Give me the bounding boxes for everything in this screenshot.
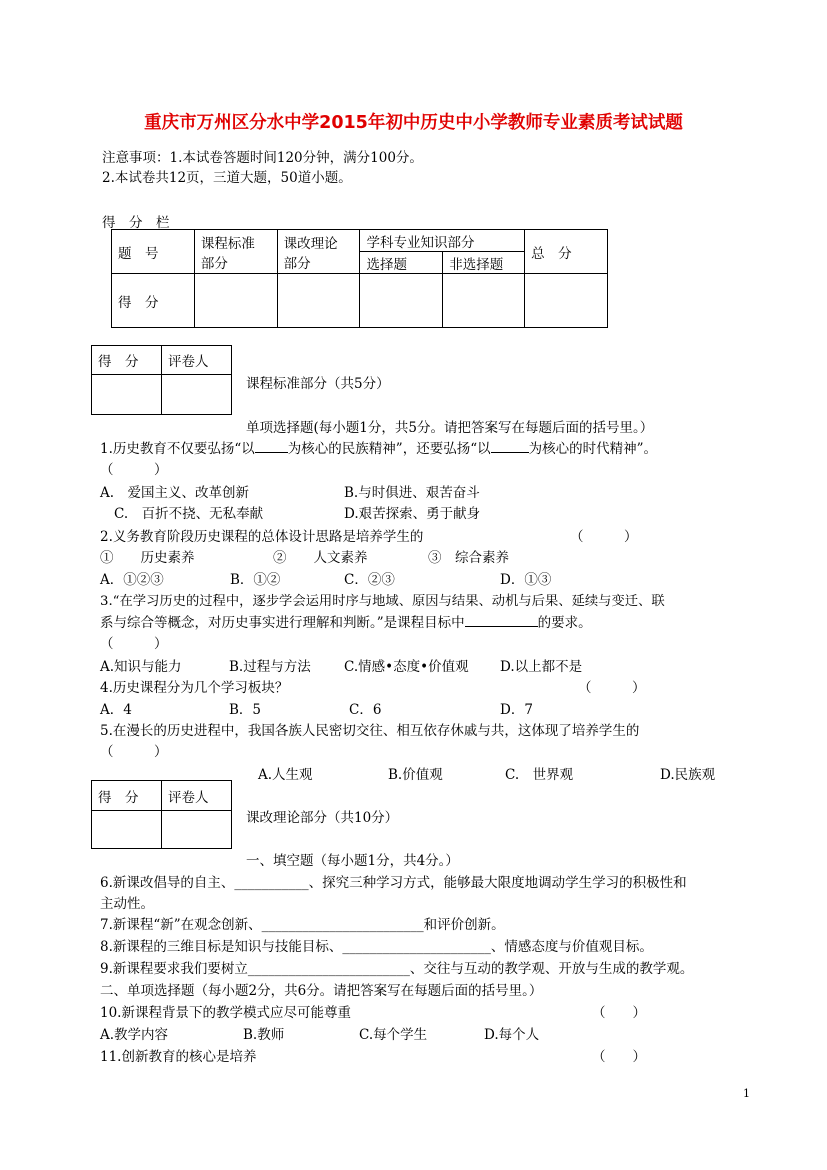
score-cell xyxy=(277,274,360,328)
q3-option-d: D.以上都不是 xyxy=(500,659,583,675)
q2-paren: （ ） xyxy=(570,529,638,545)
q1-option-d: D.艰苦探索、勇于献身 xyxy=(344,506,481,522)
q7-text: 7.新课程“新”在观念创新、________________________和评价创新。 xyxy=(100,917,505,933)
score-cell xyxy=(443,274,525,328)
score-table xyxy=(111,229,608,328)
header-kecheng: 课程标准 部分 xyxy=(194,230,277,274)
grader-pingjuanren: 评卷人 xyxy=(162,346,232,375)
header-gaige: 课改理论 部分 xyxy=(277,230,360,274)
q3-option-a: A.知识与能力 xyxy=(100,659,182,675)
header-zongfen: 总 分 xyxy=(525,230,608,274)
q2-option-b: B．①② xyxy=(230,572,281,588)
q3-line-1: 3.“在学习历史的过程中，逐步学会运用时序与地域、原因与结果、动机与后果、延续与变迁、联 xyxy=(100,594,665,609)
q3-option-c: C.情感•态度•价值观 xyxy=(344,659,469,675)
q3-paren: （ ） xyxy=(100,636,168,652)
section2-title: 课改理论部分（共10分） xyxy=(246,810,399,826)
grader-cell xyxy=(162,375,232,415)
q8-text: 8.新课程的三维目标是知识与技能目标、______________________、情感态度与价值观目标。 xyxy=(100,939,653,955)
q1-paren: （ ） xyxy=(100,462,168,478)
q5-option-a: A.人生观 xyxy=(258,767,313,783)
row-defen-label: 得 分 xyxy=(112,274,195,328)
q5-option-b: B.价值观 xyxy=(388,767,443,783)
grader-defen: 得 分 xyxy=(92,346,162,375)
choice-section-title: 二、单项选择题（每小题2分，共6分。请把答案写在每题后面的括号里。） xyxy=(100,983,543,999)
q5-option-d: D.民族观 xyxy=(660,767,716,783)
q9-text: 9.新课程要求我们要树立________________________、交往与互动的教学观、开放与生成的教学观。 xyxy=(100,961,694,977)
q11-text: 11.创新教育的核心是培养 xyxy=(100,1049,257,1065)
score-bar-label: 得 分 栏 xyxy=(102,215,170,231)
q10-text: 10.新课程背景下的教学模式应尽可能尊重 xyxy=(100,1005,351,1021)
header-tihao: 题 号 xyxy=(112,230,195,274)
q11-paren: （ ） xyxy=(592,1049,646,1065)
q1-text: 1.历史教育不仅要弘扬“以 为核心的民族精神”，还要弘扬“以 为核心的时代精神”。 xyxy=(100,441,658,457)
q2-option-a: A．①②③ xyxy=(100,572,164,588)
notice-line-1: 注意事项：1.本试卷答题时间120分钟，满分100分。 xyxy=(102,150,423,166)
q10-option-a: A.教学内容 xyxy=(100,1027,169,1043)
q2-text: 2.义务教育阶段历史课程的总体设计思路是培养学生的 xyxy=(100,529,424,545)
q4-option-c: C．6 xyxy=(349,702,382,718)
q10-option-b: B.教师 xyxy=(243,1027,285,1043)
q2-option-c: C．②③ xyxy=(344,572,395,588)
q6-line-1: 6.新课改倡导的自主、___________、探究三种学习方式，能够最大限度地调动学生学习的积极性和 xyxy=(100,875,687,891)
notice-line-2: 2.本试卷共12页，三道大题，50道小题。 xyxy=(102,170,352,186)
q1-option-c: C. 百折不挠、无私奉献 xyxy=(114,506,264,522)
q2-choice-1: ① 历史素养 xyxy=(100,550,195,566)
q5-paren: （ ） xyxy=(100,744,168,760)
header-feixuanze: 非选择题 xyxy=(443,252,525,274)
score-cell xyxy=(525,274,608,328)
q1-option-b: B.与时俱进、艰苦奋斗 xyxy=(344,485,480,501)
header-xuanze: 选择题 xyxy=(360,252,443,274)
grader-cell xyxy=(92,375,162,415)
q5-option-c: C. 世界观 xyxy=(505,767,574,783)
q10-option-d: D.每个人 xyxy=(484,1027,540,1043)
q1-option-a: A. 爱国主义、改革创新 xyxy=(100,485,250,501)
grader-box-1 xyxy=(91,345,232,415)
grader-cell xyxy=(162,811,232,849)
grader-box-2 xyxy=(91,780,232,849)
q10-option-c: C.每个学生 xyxy=(359,1027,428,1043)
page-number: 1 xyxy=(743,1087,750,1100)
q3-option-b: B.过程与方法 xyxy=(229,659,311,675)
q10-paren: （ ） xyxy=(592,1005,646,1021)
grader-pingjuanren: 评卷人 xyxy=(162,781,232,811)
section1-instruction: 单项选择题(每小题1分，共5分。请把答案写在每题后面的括号里。） xyxy=(246,420,654,436)
score-cell xyxy=(194,274,277,328)
q3-line-2: 系与综合等概念，对历史事实进行理解和判断。”是课程目标中 的要求。 xyxy=(100,615,592,631)
grader-cell xyxy=(92,811,162,849)
header-xueke: 学科专业知识部分 xyxy=(360,230,525,252)
q6-line-2: 主动性。 xyxy=(100,896,154,912)
q2-option-d: D．①③ xyxy=(500,572,552,588)
q2-choice-3: ③ 综合素养 xyxy=(428,550,509,566)
fill-section-title: 一、填空题（每小题1分，共4分。） xyxy=(246,853,459,869)
section1-title: 课程标准部分（共5分） xyxy=(246,376,390,392)
q4-paren: （ ） xyxy=(578,680,646,696)
page-title: 重庆市万州区分水中学2015年初中历史中小学教师专业素质考试试题 xyxy=(144,113,683,133)
q5-text: 5.在漫长的历史进程中，我国各族人民密切交往、相互依存休戚与共，这体现了培养学生的 xyxy=(100,723,640,739)
q4-text: 4.历史课程分为几个学习板块？ xyxy=(100,680,289,696)
q4-option-d: D．7 xyxy=(500,702,533,718)
grader-defen: 得 分 xyxy=(92,781,162,811)
q2-choice-2: ② 人文素养 xyxy=(273,550,368,566)
score-cell xyxy=(360,274,443,328)
q4-option-a: A．4 xyxy=(100,702,132,718)
q4-option-b: B．5 xyxy=(229,702,262,718)
